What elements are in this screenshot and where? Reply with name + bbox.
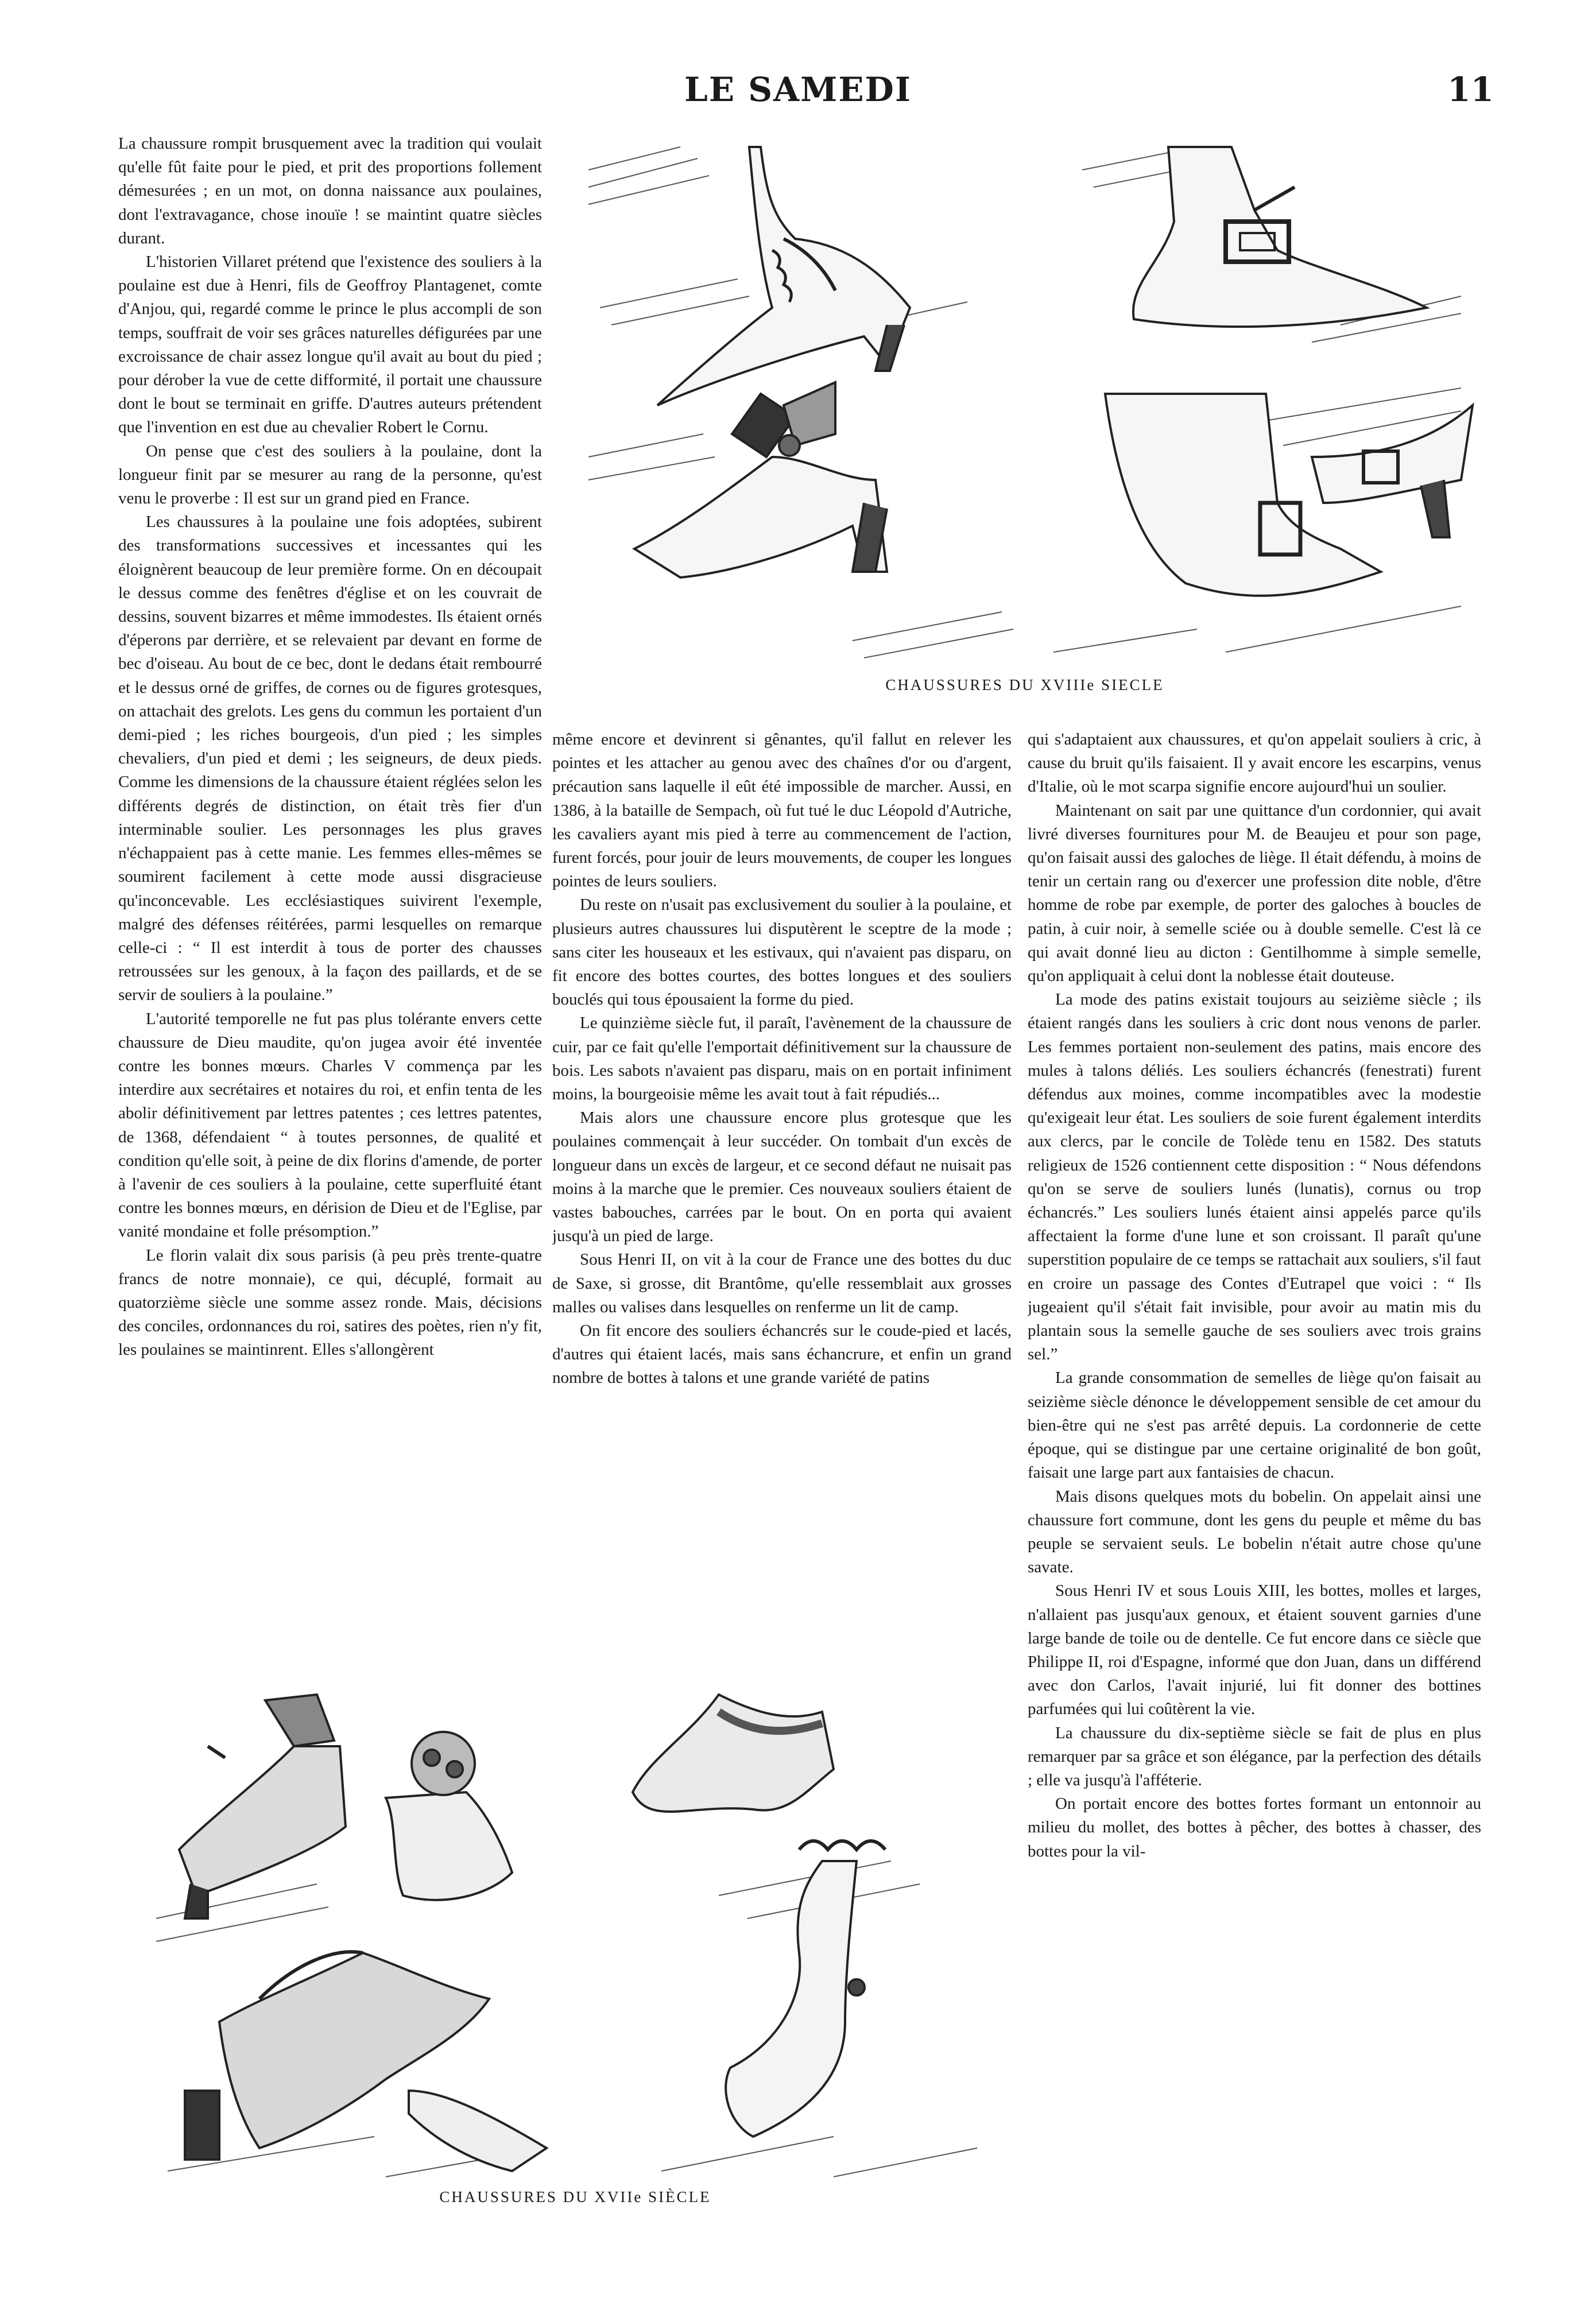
paragraph: Mais disons quelques mots du bobelin. On appelait ainsi une chaussure fort commune, dont les gens du peuple et même du bas peuple se servaient seuls. Le bobelin n'était autre chose qu'une savate. xyxy=(1028,1487,1481,1577)
paragraph: La chaussure du dix-septième siècle se fait de plus en plus remarquer par sa grâce et son élégance, par la perfection des détails ; elle va jusqu'à l'afféterie. xyxy=(1028,1723,1481,1789)
text-column-2 xyxy=(552,728,1012,1653)
paragraph: L'historien Villaret prétend que l'existence des souliers à la poulaine est due à Henri, fils de Geoffroy Plantagenet, comte d'Anjou, qui, regardé comme le prince le plus accompli de son temps, souffrait de voir ses grâces naturelles défigurées par une excroissance de chair assez longue qu'il avait au bout du pied ; pour dérober la vue de cette difformité, il portait une chaussure dont le bout se terminait en griffe. D'autres auteurs prétendent que l'invention en est due au chevalier Robert le Cornu. xyxy=(118,253,542,437)
boot-spur-icon xyxy=(179,1695,346,1918)
paragraph: Sous Henri II, on vit à la cour de France une des bottes du duc de Saxe, si grosse, dit Brantôme, qu'elle ressemblait aux grosses malles ou valises dans lesquelles on renferme un lit de camp. xyxy=(552,1250,1012,1316)
paragraph: On fit encore des souliers échancrés sur le coude-pied et lacés, d'autres qui étaient lacés, mais sans échancrure, et enfin un grand nombre de bottes à talons et une grande variété de patins xyxy=(552,1321,1012,1387)
paragraph: même encore et devinrent si gênantes, qu'il fallut en relever les pointes et les attacher au genou avec des chaînes d'or ou d'argent, précaution sans laquelle il eût été impossible de marcher. Aussi, en 1386, à la bataille de Sempach, où fut tué le duc Léopold d'Autriche, les cavaliers ayant mis pied à terre au commencement de l'action, furent forcés, pour jouir de leurs mouvements, de couper les longues pointes de leurs souliers. xyxy=(552,730,1012,891)
paragraph: La chaussure rompit brusquement avec la tradition qui voulait qu'elle fût faite pour le pied, et prit des proportions follement démesurées ; en un mot, on donna naissance aux poulaines, dont l'extravagance, chose inouïe ! se maintint quatre siècles durant. xyxy=(118,134,542,247)
shoe-bow-icon xyxy=(634,382,887,577)
shoe-heel-icon xyxy=(1105,394,1473,596)
paragraph: Mais alors une chaussure encore plus grotesque que les poulaines commençait à leur succéder. On tombait d'un excès de longueur dans un excès de largeur, et ce second défaut ne nuisait pas moins à la marche que le premier. Ces nouveaux souliers étaient de vastes babouches, carrées par le bout. On en porta qui avaient jusqu'à un pied de large. xyxy=(552,1108,1012,1246)
illustration-18th-century-shoes xyxy=(565,135,1484,681)
shoe-buckle-icon xyxy=(1133,147,1427,327)
paragraph: Le florin valait dix sous parisis (à peu près trente-quatre francs de notre monnaie), ce qui, décuplé, formait au quatorzième siècle une somme assez ronde. Mais, décisions des conciles, ordonnances du roi, satires des poètes, rien n'y fit, les poulaines se maintinrent. Elles s'allongèrent xyxy=(118,1246,542,1359)
newspaper-title: LE SAMEDI xyxy=(684,70,912,109)
illustration-17th-century-shoes xyxy=(145,1677,1006,2185)
shoe-ruffle-icon xyxy=(657,147,910,405)
figure-caption-top: CHAUSSURES DU XVIIIe SIECLE xyxy=(885,676,1164,693)
slipper-rosette-icon xyxy=(386,1732,512,1900)
engraving-18th-century xyxy=(565,135,1484,681)
paragraph: On portait encore des bottes fortes formant un entonnoir au milieu du mollet, des bottes à pêcher, des bottes à chasser, des bottes pour la vil- xyxy=(1028,1794,1481,1860)
paragraph: Du reste on n'usait pas exclusivement du soulier à la poulaine, et plusieurs autres chaussures lui disputèrent le sceptre de la mode ; sans citer les houseaux et les estivaux, qui n'avaient pas disparu, on fit encore des bottes courtes, des bottes longues et des souliers bouclés qui tous épousaient la forme du pied. xyxy=(552,896,1012,1009)
paragraph: La mode des patins existait toujours au seizième siècle ; ils étaient rangés dans les souliers à cric dont nous venons de parler. Les femmes portaient non-seulement des patins, mais encore des mules à talons déliés. Les souliers échancrés (fenestrati) furent défendus aux moines, comme incompatibles avec la modestie qu'exigeait leur état. Les souliers de soie furent également interdits aux clercs, par le concile de Tolède tenu en 1582. Des statuts religieux de 1526 contiennent cette disposition : “ Nous défendons qu'on se serve de souliers lunés (lunatis), cornus ou trop échancrés.” Les souliers lunés étaient ainsi appelés parce qu'ils affectaient la forme d'une lune et son croissant. Il paraît qu'une superstition populaire de ce temps se rattachait aux souliers, s'il faut en croire un passage des Contes d'Eutrapel que voici : “ Ils jugeaient qu'il s'était fait invisible, pour avoir au matin mis du plantain sous la semelle gauche de ses souliers avec trois grains sel.” xyxy=(1028,990,1481,1364)
paragraph: Les chaussures à la poulaine une fois adoptées, subirent des transformations successives et incessantes qui les éloignèrent beaucoup de leur première forme. On en découpait le dessus comme des fenêtres d'église et on les couvrait de dessins, souvent bizarres et même immodestes. Ils étaient ornés d'éperons par derrière, et se relevaient par devant en forme de bec d'oiseau. Au bout de ce bec, dont le dedans était rembourré et le dessus orné de griffes, de cornes ou de figures grotesques, on attachait des grelots. Les gens du commun les portaient d'un demi-pied ; les riches bourgeois, d'un pied ; les simples chevaliers, d'un pied et demi ; les seigneurs, de deux pieds. Comme les dimensions de la chaussure étaient réglées selon les différents degrés de distinction, on était très fier d'un interminable soulier. Les personnages les plus graves n'échappaient pas à cette manie. Les femmes elles-mêmes se soumirent facilement à cette mode aussi disgracieuse qu'inconcevable. Les ecclésiastiques suivirent l'exemple, malgré des défenses réitérées, parmi lesquelles on remarque celle-ci : “ Il est interdit à tous de porter des chausses retroussées sur les genoux, à la façon des paillards, et de se servir de souliers à la poulaine.” xyxy=(118,513,542,1005)
paragraph: La grande consommation de semelles de liège qu'on faisait au seizième siècle dénonce le développement sensible de cet amour du bien-être qui ne s'est pas arrêté depuis. La cordonnerie de cette époque, qui se distingue par une certaine originalité de bon goût, faisait une large part aux fantaisies de chacun. xyxy=(1028,1369,1481,1482)
engraving-17th-century xyxy=(145,1677,1006,2185)
paragraph: Maintenant on sait par une quittance d'un cordonnier, qui avait livré diverses fournitures pour M. de Beaujeu et pour son page, qu'on faisait aussi des galoches de liège. Il était défendu, à moins de tenir un certain rang ou d'exercer une profession dite noble, d'être homme de robe par exemple, de porter des galoches à boucles de patin, à cuir noir, à semelle sciée ou à double semelle. C'est là ce qui avait donné lieu au dicton : Gentilhomme à simple semelle, qu'on appliquait à celui dont la noblesse était douteuse. xyxy=(1028,801,1481,986)
paragraph: L'autorité temporelle ne fut pas plus tolérante envers cette chaussure de Dieu maudite, qu'on jugea avoir été inventée contre les bonnes mœurs. Charles V commença par les interdire aux secrétaires et notaires du roi, et enfin tenta de les abolir définitivement par lettres patentes ; ces lettres patentes, de 1368, défendaient “ à toutes personnes, de qualité et condition qu'elle soit, à peine de dix florins d'amende, de porter à l'avenir de ces souliers à la poulaine, cette superfluité étant contre les bonnes mœurs, en dérision de Dieu et de l'Eglise, par vanité mondaine et folle présomption.” xyxy=(118,1009,542,1241)
paragraph: Le quinzième siècle fut, il paraît, l'avènement de la chaussure de cuir, par ce fait qu'elle l'emportait définitivement sur la chaussure de bois. Les sabots n'avaient pas disparu, mais on en portait infiniment moins, la bourgeoisie même les avait tout à fait répudiés... xyxy=(552,1014,1012,1104)
text-column-3 xyxy=(1028,728,1481,2289)
paragraph: Sous Henri IV et sous Louis XIII, les bottes, molles et larges, n'allaient pas jusqu'aux genoux, et étaient souvent garnies d'une large bande de toile ou de dentelle. Ce fut encore dans ce siècle que Philippe II, roi d'Espagne, informé que don Juan, dans un différend avec don Carlos, l'avait injurié, lui fit donner des bottines parfumées qui lui coûtèrent la vie. xyxy=(1028,1581,1481,1719)
text-column-1 xyxy=(118,132,542,1642)
paragraph: qui s'adaptaient aux chaussures, et qu'on appelait souliers à cric, à cause du bruit qu'ils faisaient. Il y avait encore les escarpins, venus d'Italie, où le mot scarpa signifie encore aujourd'hui un soulier. xyxy=(1028,730,1481,796)
page-number: 11 xyxy=(1447,70,1494,109)
figure-caption-bottom: CHAUSSURES DU XVIIe SIÈCLE xyxy=(439,2188,711,2205)
paragraph: On pense que c'est des souliers à la poulaine, dont la longueur finit par se mesurer au rang de la personne, qu'est venu le proverbe : Il est sur un grand pied en France. xyxy=(118,441,542,508)
